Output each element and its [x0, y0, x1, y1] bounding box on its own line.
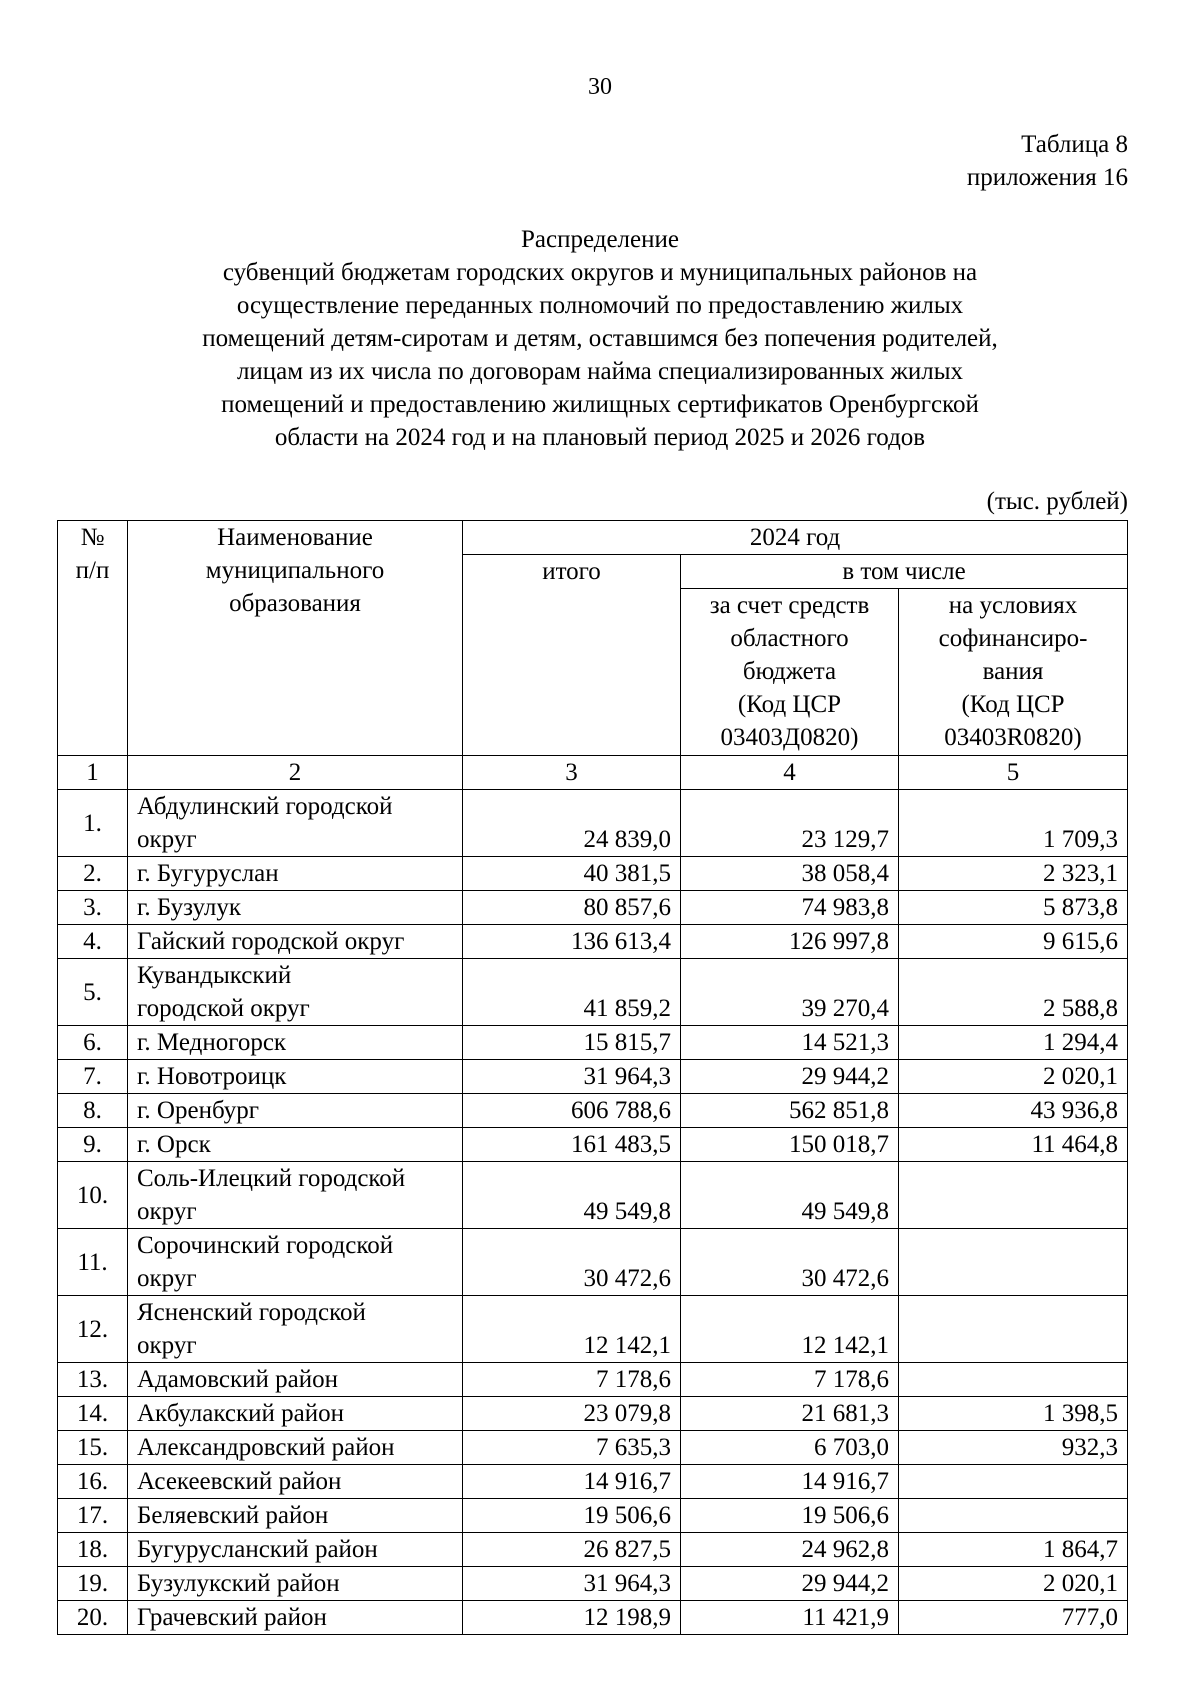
regional-budget-value: 19 506,6 — [681, 1499, 899, 1533]
total-value: 7 635,3 — [463, 1431, 681, 1465]
total-value: 49 549,8 — [463, 1162, 681, 1229]
column-index: 2 — [128, 756, 463, 790]
row-number: 10. — [58, 1162, 128, 1229]
municipality-name-line: округ — [137, 1332, 197, 1359]
table-row — [58, 1094, 1128, 1128]
total-value: 12 198,9 — [463, 1601, 681, 1635]
regional-budget-value: 39 270,4 — [681, 959, 899, 1026]
regional-budget-value: 14 521,3 — [681, 1026, 899, 1060]
regional-budget-value: 150 018,7 — [681, 1128, 899, 1162]
municipality-name: Александровский район — [128, 1431, 463, 1465]
municipality-name: г. Бугуруслан — [128, 857, 463, 891]
regional-budget-value: 38 058,4 — [681, 857, 899, 891]
cofinancing-value — [899, 1499, 1128, 1533]
table-row — [58, 1431, 1128, 1465]
table-row — [58, 1567, 1128, 1601]
municipality-name: Адамовский район — [128, 1363, 463, 1397]
regional-budget-value: 562 851,8 — [681, 1094, 899, 1128]
table-row — [58, 1162, 1128, 1229]
header-year: 2024 год — [463, 521, 1128, 555]
cofinancing-value: 5 873,8 — [899, 891, 1128, 925]
row-number: 13. — [58, 1363, 128, 1397]
table-row — [58, 1229, 1128, 1296]
cofinancing-value: 2 020,1 — [899, 1060, 1128, 1094]
municipality-name — [128, 1296, 463, 1363]
row-number: 16. — [58, 1465, 128, 1499]
total-value: 14 916,7 — [463, 1465, 681, 1499]
regional-budget-value: 12 142,1 — [681, 1296, 899, 1363]
title-line: помещений детям-сиротам и детям, оставшимся без попечения родителей, — [202, 325, 998, 352]
cofinancing-value: 1 294,4 — [899, 1026, 1128, 1060]
table-row — [58, 891, 1128, 925]
cofinancing-value: 932,3 — [899, 1431, 1128, 1465]
title-line: помещений и предоставлению жилищных сертификатов Оренбургской — [221, 391, 979, 418]
cofinancing-value: 9 615,6 — [899, 925, 1128, 959]
units-label: (тыс. рублей) — [986, 488, 1128, 515]
municipality-name-line: Сорочинский городской — [137, 1232, 394, 1259]
header-regional-line: (Код ЦСР — [737, 691, 842, 718]
row-number: 2. — [58, 857, 128, 891]
header-num-line: № — [80, 524, 105, 551]
municipality-name: г. Орск — [128, 1128, 463, 1162]
municipality-name: Акбулакский район — [128, 1397, 463, 1431]
header-regional-line: бюджета — [742, 658, 837, 685]
annex-appendix-label: приложения 16 — [966, 164, 1128, 191]
regional-budget-value: 29 944,2 — [681, 1060, 899, 1094]
cofinancing-value: 1 709,3 — [899, 790, 1128, 857]
row-number: 14. — [58, 1397, 128, 1431]
total-value: 41 859,2 — [463, 959, 681, 1026]
total-value: 26 827,5 — [463, 1533, 681, 1567]
column-index: 3 — [463, 756, 681, 790]
regional-budget-value: 6 703,0 — [681, 1431, 899, 1465]
row-number: 8. — [58, 1094, 128, 1128]
row-number: 7. — [58, 1060, 128, 1094]
total-value: 161 483,5 — [463, 1128, 681, 1162]
table-row — [58, 1601, 1128, 1635]
header-name-line: Наименование — [217, 524, 373, 551]
municipality-name: Гайский городской округ — [128, 925, 463, 959]
total-value: 31 964,3 — [463, 1567, 681, 1601]
table-row — [58, 1296, 1128, 1363]
row-number: 5. — [58, 959, 128, 1026]
header-cofin-line: 03403R0820) — [944, 724, 1082, 751]
row-number: 19. — [58, 1567, 128, 1601]
row-number: 18. — [58, 1533, 128, 1567]
subsidy-distribution-table — [57, 520, 1128, 1635]
cofinancing-value: 11 464,8 — [899, 1128, 1128, 1162]
row-number: 11. — [58, 1229, 128, 1296]
municipality-name: г. Бузулук — [128, 891, 463, 925]
header-name-line: образования — [229, 590, 361, 617]
header-cofin-line: на условиях — [948, 592, 1078, 619]
header-regional-line: 03403Д0820) — [720, 724, 859, 751]
cofinancing-value — [899, 1363, 1128, 1397]
total-value: 24 839,0 — [463, 790, 681, 857]
row-number: 6. — [58, 1026, 128, 1060]
row-number: 17. — [58, 1499, 128, 1533]
regional-budget-value: 11 421,9 — [681, 1601, 899, 1635]
total-value: 15 815,7 — [463, 1026, 681, 1060]
municipality-name: Асекеевский район — [128, 1465, 463, 1499]
header-total: итого — [463, 555, 681, 756]
regional-budget-value: 74 983,8 — [681, 891, 899, 925]
municipality-name-line: Кувандыкский — [137, 962, 292, 989]
table-row — [58, 1533, 1128, 1567]
regional-budget-value: 30 472,6 — [681, 1229, 899, 1296]
cofinancing-value: 2 323,1 — [899, 857, 1128, 891]
municipality-name — [128, 959, 463, 1026]
total-value: 30 472,6 — [463, 1229, 681, 1296]
cofinancing-value — [899, 1296, 1128, 1363]
regional-budget-value: 14 916,7 — [681, 1465, 899, 1499]
municipality-name-line: Абдулинский городской — [137, 793, 393, 820]
cofinancing-value — [899, 1229, 1128, 1296]
regional-budget-value: 7 178,6 — [681, 1363, 899, 1397]
header-num — [58, 521, 128, 756]
header-cofin-line: вания — [982, 658, 1044, 685]
table-row — [58, 925, 1128, 959]
total-value: 606 788,6 — [463, 1094, 681, 1128]
cofinancing-value: 2 020,1 — [899, 1567, 1128, 1601]
column-index-row — [58, 756, 1128, 790]
header-num-line: п/п — [75, 557, 110, 584]
table-row — [58, 959, 1128, 1026]
header-name — [128, 521, 463, 756]
regional-budget-value: 49 549,8 — [681, 1162, 899, 1229]
municipality-name-line: округ — [137, 826, 197, 853]
municipality-name-line: Ясненский городской — [137, 1299, 366, 1326]
header-cofin-line: (Код ЦСР — [961, 691, 1065, 718]
municipality-name-line: округ — [137, 1198, 197, 1225]
cofinancing-value — [899, 1162, 1128, 1229]
total-value: 19 506,6 — [463, 1499, 681, 1533]
title-heading: Распределение — [521, 226, 679, 253]
header-regional — [681, 589, 899, 756]
annex-table-label: Таблица 8 — [1021, 131, 1128, 158]
total-value: 7 178,6 — [463, 1363, 681, 1397]
municipality-name: г. Оренбург — [128, 1094, 463, 1128]
row-number: 4. — [58, 925, 128, 959]
regional-budget-value: 21 681,3 — [681, 1397, 899, 1431]
table-row — [58, 1465, 1128, 1499]
municipality-name-line: округ — [137, 1265, 197, 1292]
municipality-name: Грачевский район — [128, 1601, 463, 1635]
table-row — [58, 1060, 1128, 1094]
column-index: 5 — [899, 756, 1128, 790]
header-including: в том числе — [681, 555, 1128, 589]
header-row — [58, 521, 1128, 555]
table-row — [58, 790, 1128, 857]
title-line: лицам из их числа по договорам найма специализированных жилых — [236, 358, 964, 385]
total-value: 23 079,8 — [463, 1397, 681, 1431]
municipality-name: Бузулукский район — [128, 1567, 463, 1601]
municipality-name-line: городской округ — [137, 995, 310, 1022]
municipality-name: Беляевский район — [128, 1499, 463, 1533]
table-row — [58, 1397, 1128, 1431]
table-row — [58, 1026, 1128, 1060]
total-value: 12 142,1 — [463, 1296, 681, 1363]
cofinancing-value: 1 398,5 — [899, 1397, 1128, 1431]
table-row — [58, 857, 1128, 891]
cofinancing-value: 43 936,8 — [899, 1094, 1128, 1128]
regional-budget-value: 23 129,7 — [681, 790, 899, 857]
column-index: 1 — [58, 756, 128, 790]
municipality-name: Бугурусланский район — [128, 1533, 463, 1567]
municipality-name-line: Соль-Илецкий городской — [137, 1165, 406, 1192]
regional-budget-value: 24 962,8 — [681, 1533, 899, 1567]
title-line: области на 2024 год и на плановый период 2025 и 2026 годов — [274, 424, 926, 451]
header-regional-line: областного — [730, 625, 849, 652]
total-value: 40 381,5 — [463, 857, 681, 891]
total-value: 80 857,6 — [463, 891, 681, 925]
municipality-name — [128, 1162, 463, 1229]
document-title — [150, 223, 1050, 454]
annex-reference — [967, 128, 1128, 194]
page-number: 30 — [588, 74, 612, 100]
row-number: 3. — [58, 891, 128, 925]
row-number: 12. — [58, 1296, 128, 1363]
row-number: 1. — [58, 790, 128, 857]
municipality-name — [128, 790, 463, 857]
table-row — [58, 1363, 1128, 1397]
total-value: 136 613,4 — [463, 925, 681, 959]
cofinancing-value: 1 864,7 — [899, 1533, 1128, 1567]
title-line: субвенций бюджетам городских округов и муниципальных районов на — [222, 259, 978, 286]
header-regional-line: за счет средств — [709, 592, 870, 619]
cofinancing-value: 777,0 — [899, 1601, 1128, 1635]
municipality-name — [128, 1229, 463, 1296]
regional-budget-value: 126 997,8 — [681, 925, 899, 959]
header-cofin-line: софинансиро- — [938, 625, 1088, 652]
regional-budget-value: 29 944,2 — [681, 1567, 899, 1601]
row-number: 15. — [58, 1431, 128, 1465]
total-value: 31 964,3 — [463, 1060, 681, 1094]
cofinancing-value — [899, 1465, 1128, 1499]
header-cofinancing — [899, 589, 1128, 756]
table-row — [58, 1499, 1128, 1533]
cofinancing-value: 2 588,8 — [899, 959, 1128, 1026]
column-index: 4 — [681, 756, 899, 790]
municipality-name: г. Новотроицк — [128, 1060, 463, 1094]
municipality-name: г. Медногорск — [128, 1026, 463, 1060]
row-number: 9. — [58, 1128, 128, 1162]
title-line: осуществление переданных полномочий по предоставлению жилых — [236, 292, 964, 319]
table-row — [58, 1128, 1128, 1162]
header-name-line: муниципального — [205, 557, 385, 584]
row-number: 20. — [58, 1601, 128, 1635]
